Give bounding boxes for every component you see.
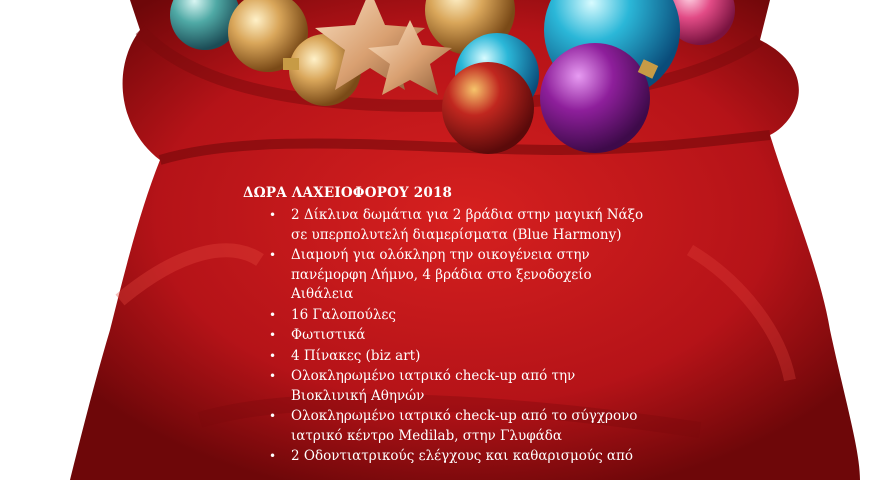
bullet-icon: • [269, 328, 277, 342]
bullet-icon: • [269, 449, 277, 463]
red-gold-ornament [442, 62, 534, 154]
prize-item: • 2 Δίκλινα δωμάτια για 2 βράδια στην μαγική Νάξο σε υπερπολυτελή διαμερίσματα (Blue Harmony) [269, 207, 644, 243]
prize-item: • 2 Οδοντιατρικούς ελέγχους και καθαρισμούς από [243, 447, 683, 467]
prize-item: • Ολοκληρωμένο ιατρικό check-up από την Βιοκλινική Αθηνών [269, 368, 576, 404]
ornament-cap [283, 58, 299, 70]
bullet-icon: • [269, 369, 277, 383]
prize-item: • Διαμονή για ολόκληρη την οικογένεια στην πανέμορφη Λήμνο, 4 βράδια στο ξενοδοχείο Αιθάλεια [269, 247, 592, 302]
purple-ornament [540, 43, 650, 153]
prize-list-panel [243, 185, 683, 468]
prize-item: • Φωτιστικά [243, 326, 683, 346]
bullet-icon: • [269, 208, 277, 222]
prize-list-title: ΔΩΡΑ ΛΑΧΕΙΟΦΟΡΟΥ 2018 [243, 185, 453, 201]
prize-list [243, 206, 683, 467]
bullet-icon: • [269, 409, 277, 423]
prize-item: • Ολοκληρωμένο ιατρικό check-up από το σύγχρονο ιατρικό κέντρο Medilab, στην Γλυφάδα [269, 408, 638, 444]
prize-item: • 16 Γαλοπούλες [243, 306, 683, 326]
prize-item: • 4 Πίνακες (biz art) [243, 347, 683, 367]
bullet-icon: • [269, 248, 277, 262]
bullet-icon: • [269, 307, 277, 322]
bullet-icon: • [269, 348, 277, 363]
